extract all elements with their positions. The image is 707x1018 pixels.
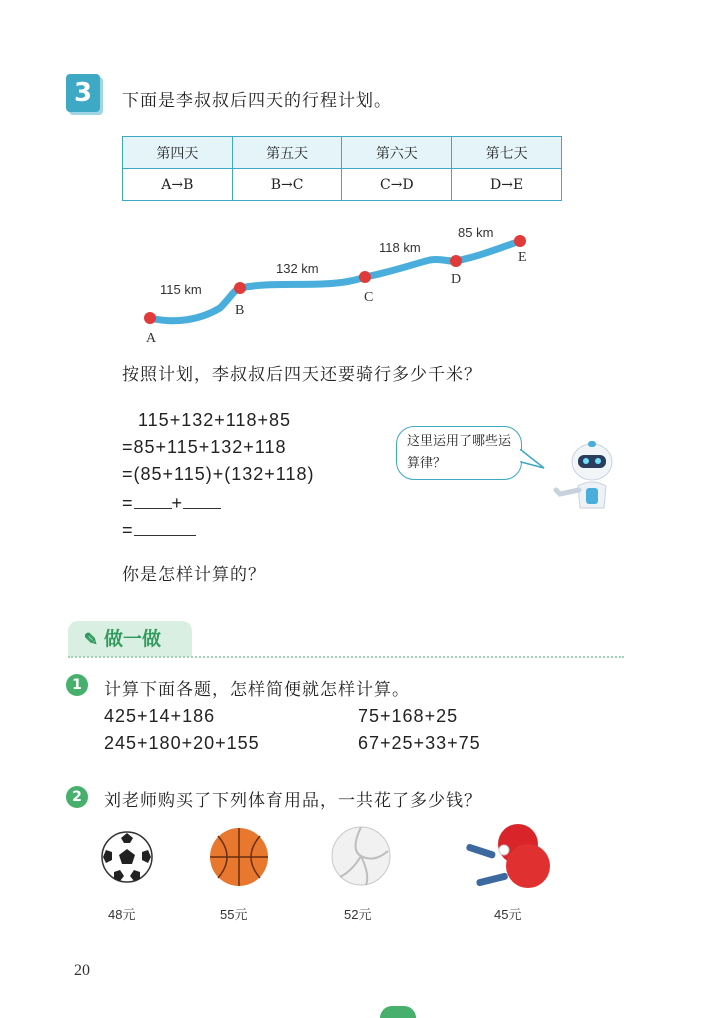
pencil-icon: ✎ [83, 630, 98, 650]
step-plus: + [171, 493, 184, 513]
point-label-b: B [235, 303, 245, 318]
practice-q2-number: 2 [66, 786, 88, 808]
exercise-item: 75+168+25 [358, 706, 459, 726]
step-equals: = [122, 520, 134, 540]
point-a-dot [144, 312, 156, 324]
table-row [123, 169, 562, 201]
page-number: 20 [74, 962, 90, 979]
table-header-cell: 第七天 [452, 137, 562, 169]
itinerary-table [122, 136, 562, 201]
bubble-tail [518, 446, 548, 474]
point-label-c: C [364, 290, 374, 305]
followup-question: 你是怎样计算的？ [122, 565, 266, 585]
answer-blank[interactable] [134, 519, 196, 536]
answer-blank[interactable] [183, 492, 221, 509]
page-tab-decoration [380, 1006, 416, 1018]
price-soccer-ball: 48元 [108, 907, 136, 922]
point-d-dot [450, 255, 462, 267]
step-line-4 [122, 492, 221, 514]
volleyball-icon [330, 825, 392, 887]
step-line-3: =(85+115)+(132+118) [122, 464, 315, 484]
table-header-row [123, 137, 562, 169]
step-line-1: 115+132+118+85 [138, 410, 291, 430]
table-cell-route: B→C [232, 169, 342, 201]
price-ping-pong: 45元 [494, 907, 522, 922]
practice-title: 做一做 [104, 628, 162, 650]
table-header-cell: 第六天 [342, 137, 452, 169]
exercise-item: 67+25+33+75 [358, 733, 481, 753]
distance-label-cd: 118 km [379, 240, 421, 255]
exercise-item: 425+14+186 [104, 706, 216, 726]
problem-intro: 下面是李叔叔后四天的行程计划。 [122, 91, 392, 111]
point-b-dot [234, 282, 246, 294]
point-e-dot [514, 235, 526, 247]
exercise-item: 245+180+20+155 [104, 733, 260, 753]
distance-label-de: 85 km [458, 225, 494, 240]
price-volleyball: 52元 [344, 907, 372, 922]
distance-label-ab: 115 km [160, 282, 202, 297]
distance-label-bc: 132 km [276, 261, 319, 276]
practice-q1-text: 计算下面各题，怎样简便就怎样计算。 [104, 680, 410, 700]
basketball-icon [208, 826, 270, 888]
soccer-ball-icon [100, 830, 154, 884]
hint-bubble: 这里运用了哪些运算律？ [396, 426, 522, 480]
practice-section-tab [68, 621, 192, 657]
ping-pong-paddles-icon [462, 820, 556, 894]
point-c-dot [359, 271, 371, 283]
table-cell-route: D→E [452, 169, 562, 201]
problem-number-badge: 3 [66, 74, 100, 112]
practice-divider [68, 656, 624, 658]
table-cell-route: C→D [342, 169, 452, 201]
table-cell-route: A→B [123, 169, 233, 201]
practice-q2-text: 刘老师购买了下列体育用品，一共花了多少钱？ [104, 791, 482, 811]
robot-illustration [552, 438, 622, 512]
point-label-d: D [451, 272, 462, 287]
practice-q1-number: 1 [66, 674, 88, 696]
price-basketball: 55元 [220, 907, 248, 922]
table-header-cell: 第四天 [123, 137, 233, 169]
problem-question: 按照计划，李叔叔后四天还要骑行多少千米？ [122, 365, 482, 385]
table-header-cell: 第五天 [232, 137, 342, 169]
step-line-5 [122, 519, 196, 541]
point-label-a: A [146, 331, 157, 346]
point-label-e: E [518, 250, 527, 265]
step-equals: = [122, 493, 134, 513]
route-path [150, 241, 520, 321]
answer-blank[interactable] [134, 492, 172, 509]
step-line-2: =85+115+132+118 [122, 437, 287, 457]
